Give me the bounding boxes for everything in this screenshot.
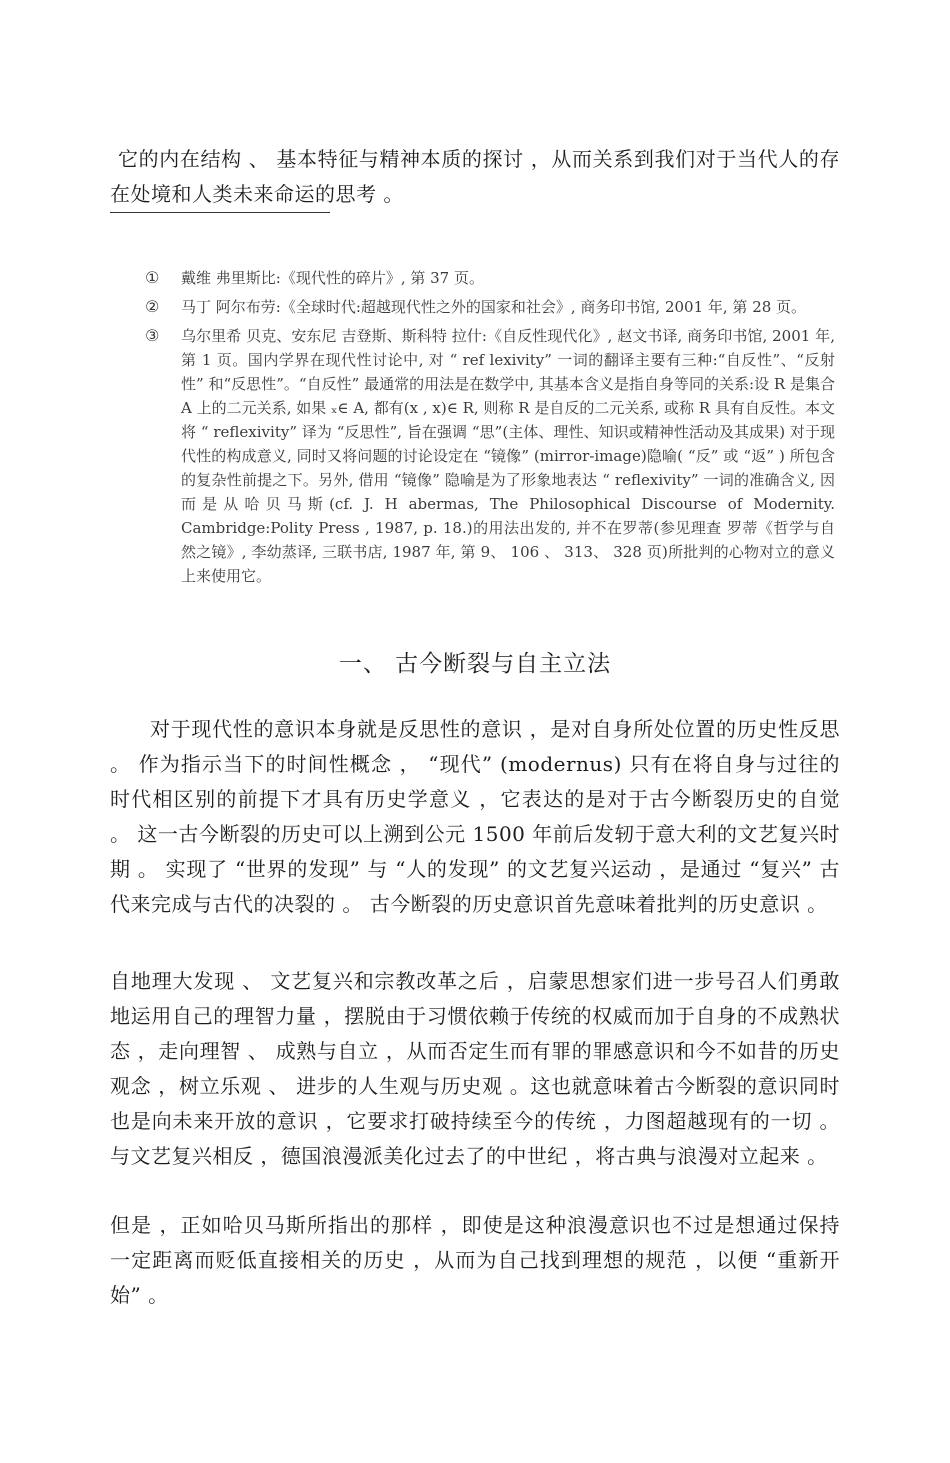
footnote-marker: ③	[145, 326, 160, 345]
footnote-text: 戴维 弗里斯比:《现代性的碎片》, 第 37 页。	[181, 269, 484, 287]
footnote-marker: ①	[145, 268, 160, 287]
footnote-2	[145, 295, 835, 319]
footnote-text: 马丁 阿尔布劳:《全球时代:超越现代性之外的国家和社会》, 商务印书馆, 2001 年, 第 28 页。	[181, 298, 807, 316]
body-paragraph-1: 对于现代性的意识本身就是反思性的意识 ，是对自身所处位置的历史性反思 。 作为指示当下的时间性概念 ， “现代” (modernus) 只有在将自身与过往的时代相区别的前提下才具有历史学意义 ，它表达的是对于古今断裂历史的自觉 。 这一古今断裂的历史可以上溯到公元 1500 年前后发轫于意大利的文艺复兴时期 。 实现了 “世界的发现” 与 “人的发现” 的文艺复兴运动 ，是通过 “复兴” 古代来完成与古代的决裂的 。 古今断裂的历史意识首先意味着批判的历史意识 。	[110, 717, 840, 916]
continued-paragraph: 它的内在结构 、 基本特征与精神本质的探讨 ，从而关系到我们对于当代人的存在处境和人类未来命运的思考 。	[110, 147, 840, 206]
footnote-3	[145, 324, 835, 588]
footnote-separator	[110, 212, 330, 213]
body-paragraph-2: 自地理大发现 、 文艺复兴和宗教改革之后 ，启蒙思想家们进一步号召人们勇敢地运用自己的理智力量 ，摆脱由于习惯依赖于传统的权威而加于自身的不成熟状态 ，走向理智 、 成熟与自立 ，从而否定生而有罪的罪感意识和今不如昔的历史观念 ，树立乐观 、 进步的人生观与历史观 。这也就意味着古今断裂的意识同时也是向未来开放的意识 ，它要求打破持续至今的传统 ，力图超越现有的一切 。 与文艺复兴相反 ，德国浪漫派美化过去了的中世纪 ，将古典与浪漫对立起来 。	[110, 969, 840, 1168]
footnote-marker: ②	[145, 297, 160, 316]
footnote-text: 乌尔里希 贝克、安东尼 吉登斯、斯科特 拉什:《自反性现代化》, 赵文书译, 商务印书馆, 2001 年, 第 1 页。国内学界在现代性讨论中, 对 “ ref lexivity” 一词的翻译主要有三种:“自反性”、“反射性” 和“反思性”。“自反性” 最通常的用法是在数学中, 其基本含义是指自身等同的关系:设 R 是集合 A 上的二元关系, 如果 ₓ∈ A, 都有(x , x)∈ R, 则称 R 是自反的二元关系, 或称 R 具有自反性。本文将 “ reflexivity” 译为 “反思性”, 旨在强调 “思”(主体、理性、知识或精神性活动及其成果) 对于现代性的构成意义, 同时又将问题的讨论设定在 “镜像” (mirror-image)隐喻( “反” 或 “返” ) 所包含的复杂性前提之下。另外, 借用 “镜像” 隐喻是为了形象地表达 “ reflexivity” 一词的准确含义, 因而是从哈贝马斯(cf. J. H abermas, The Philosophical Discourse of Modernity. Cambridge:Polity Press , 1987, p. 18.)的用法出发的, 并不在罗蒂(参见理查 罗蒂《哲学与自然之镜》, 李幼蒸译, 三联书店, 1987 年, 第 9、 106 、 313、 328 页)所批判的心物对立的意义上来使用它。	[181, 327, 835, 585]
footnote-1	[145, 266, 835, 290]
body-paragraph-3: 但是 ，正如哈贝马斯所指出的那样 ，即使是这种浪漫意识也不过是想通过保持一定距离而贬低直接相关的历史 ，从而为自己找到理想的规范 ，以便 “重新开始” 。	[110, 1213, 840, 1307]
footnotes	[145, 266, 835, 593]
section-heading: 一、 古今断裂与自主立法	[338, 651, 612, 677]
